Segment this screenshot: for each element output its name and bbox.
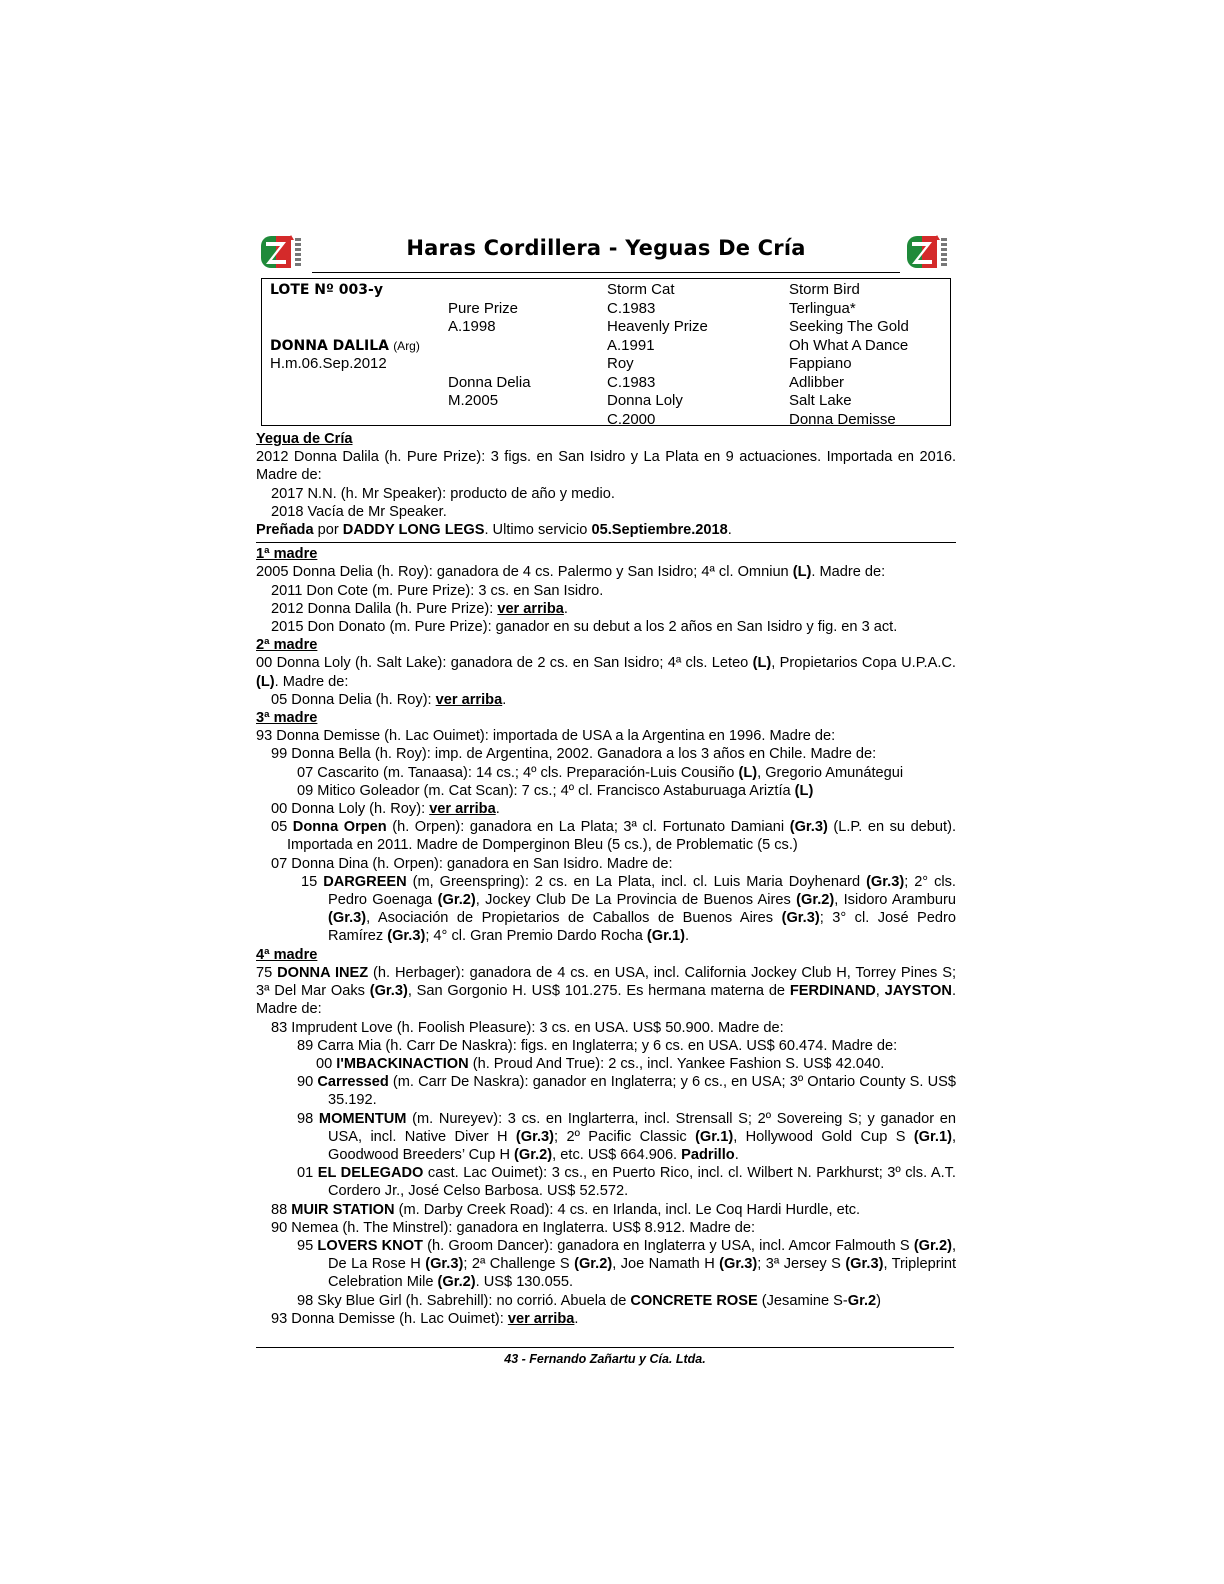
text-run: 98 bbox=[297, 1110, 319, 1127]
text-run: CONCRETE ROSE bbox=[630, 1292, 758, 1309]
ver-arriba-link[interactable]: ver arriba bbox=[507, 1310, 575, 1327]
text-run: ; 4° cl. Gran Premio Dardo Rocha bbox=[425, 928, 647, 945]
paragraph bbox=[256, 563, 956, 581]
text-run: ; 2° cls. Pedro Goenaga bbox=[328, 873, 956, 909]
text-run: (L) bbox=[256, 673, 275, 690]
text-run: I'MBACKINACTION bbox=[336, 1055, 469, 1072]
text-run: , Isidoro Aramburu bbox=[834, 892, 956, 909]
text-run: LOVERS KNOT bbox=[317, 1237, 423, 1254]
sire-info: A.1998 bbox=[448, 318, 496, 335]
offspring-line bbox=[256, 1110, 956, 1165]
text-run: . bbox=[685, 928, 690, 945]
great-grandparent-cell: Adlibber bbox=[789, 373, 845, 391]
text-run: , etc. US$ 664.906. bbox=[552, 1146, 682, 1163]
text-run: JAYSTON bbox=[884, 983, 952, 1000]
text-run: 90 bbox=[297, 1074, 318, 1091]
text-run: (m. Nureyev): 3 cs. en Inglarterra, incl. Strensall S; 2º Sovereing S; y ganador en USA, incl. Native Diver H bbox=[328, 1110, 956, 1145]
dam-info: M.2005 bbox=[448, 392, 499, 409]
text-run: FERDINAND bbox=[789, 983, 876, 1000]
text-run: ; 2º Pacific Classic bbox=[554, 1128, 696, 1145]
grandparent-cell: Donna Loly bbox=[607, 392, 683, 409]
text-run: 15 bbox=[301, 873, 324, 890]
parents-column bbox=[448, 281, 531, 411]
grandparent-cell: C.1983 bbox=[607, 373, 656, 391]
lot-number: LOTE Nº 003-y bbox=[270, 282, 383, 298]
grandparents-column bbox=[607, 281, 708, 429]
great-grandparent-cell: Salt Lake bbox=[789, 392, 852, 409]
text-run: , Propietarios Copa U.P.A.C. bbox=[771, 655, 956, 672]
text-run: ; 3ª Jersey S bbox=[757, 1256, 846, 1273]
text-run: (Gr.3) bbox=[719, 1256, 758, 1273]
offspring-line bbox=[256, 782, 956, 800]
text-run: (Gr.3) bbox=[781, 910, 820, 927]
great-grandparent-cell: Terlingua* bbox=[789, 299, 856, 317]
text-run: 00 bbox=[316, 1055, 337, 1072]
text-run: 98 Sky Blue Girl (h. Sabrehill): no corrió. Abuela de bbox=[297, 1292, 631, 1309]
text-run: Carressed bbox=[317, 1074, 389, 1091]
text-run: (Gr.2) bbox=[514, 1146, 553, 1163]
grandparent-cell: Heavenly Prize bbox=[607, 318, 708, 335]
text-run: , Jockey Club De La Provincia de Buenos Aires bbox=[475, 892, 797, 909]
offspring-line: 07 Donna Dina (h. Orpen): ganadora en San Isidro. Madre de: bbox=[271, 855, 673, 872]
text-run: (Gr.1) bbox=[913, 1128, 952, 1145]
text-run: (Gr.3) bbox=[425, 1256, 464, 1273]
text-run: (L) bbox=[752, 655, 772, 672]
text-run: (Gr.2) bbox=[437, 1274, 476, 1291]
text-run: 09 Mitico Goleador (m. Cat Scan): 7 cs.; 4º cl. Francisco Astaburuaga Ariztía bbox=[297, 782, 795, 799]
paragraph: 2012 Donna Dalila (h. Pure Prize): 3 figs. en San Isidro y La Plata en 9 actuaciones. Importada en 2016. Madre de: bbox=[256, 449, 956, 484]
text-run: . bbox=[574, 1310, 579, 1327]
offspring-line: 2015 Don Donato (m. Pure Prize): ganador en su debut a los 2 años en San Isidro y fig. en 3 act. bbox=[271, 619, 898, 636]
text-run: 2012 Donna Dalila (h. Pure Prize): bbox=[271, 600, 498, 617]
text-run: . bbox=[495, 801, 500, 818]
text-run: . Madre de: bbox=[811, 564, 886, 581]
offspring-line: 2017 N.N. (h. Mr Speaker): producto de año y medio. bbox=[271, 485, 615, 502]
offspring-line bbox=[256, 1310, 956, 1328]
offspring-line bbox=[256, 873, 956, 946]
horse-column bbox=[270, 281, 420, 374]
text-run: cast. Lac Ouimet): 3 cs., en Puerto Rico, incl. cl. Wilbert N. Parkhurst; 3º cls. A.T. Cordero Jr., José Celso Barbosa. US$ 52.572. bbox=[328, 1165, 956, 1200]
text-run: (Gr.2) bbox=[574, 1256, 613, 1273]
text-run: 93 Donna Demisse (h. Lac Ouimet): bbox=[271, 1310, 508, 1327]
text-run: (h. Groom Dancer): ganadora en Inglaterra y USA, incl. Amcor Falmouth S bbox=[422, 1237, 914, 1254]
text-run: , bbox=[875, 983, 885, 1000]
document-page bbox=[256, 230, 956, 1328]
text-run: DARGREEN bbox=[323, 873, 407, 890]
text-run: (m. Darby Creek Road): 4 cs. en Irlanda, incl. Le Coq Hardi Hurdle, etc. bbox=[394, 1201, 861, 1218]
page-footer: 43 - Fernando Zañartu y Cía. Ltda. bbox=[504, 1352, 706, 1366]
text-run: , Tripleprint Celebration Mile bbox=[328, 1256, 956, 1291]
page-title: Haras Cordillera - Yeguas De Cría bbox=[406, 236, 806, 260]
text-run: . Madre de: bbox=[274, 673, 349, 690]
text-run: Donna Orpen bbox=[292, 819, 387, 836]
text-run: DADDY LONG LEGS bbox=[342, 522, 485, 539]
text-run: , De La Rose H bbox=[328, 1237, 956, 1273]
text-run: (L) bbox=[792, 564, 812, 581]
text-run: (L.P. en su debut). Importada en 2011. Madre de Domperginon Bleu (5 cs.), de Problematic (5 cs.) bbox=[287, 819, 956, 854]
text-run: ; 3° cl. José Pedro Ramírez bbox=[328, 910, 956, 945]
text-run: . bbox=[727, 522, 732, 539]
text-run: 00 Donna Loly (h. Salt Lake): ganadora de 2 cs. en San Isidro; 4ª cls. Leteo bbox=[256, 655, 753, 672]
text-run: 05.Septiembre.2018 bbox=[591, 522, 728, 539]
offspring-line bbox=[256, 1201, 956, 1219]
grandparent-cell: A.1991 bbox=[607, 336, 655, 354]
zanartu-logo bbox=[258, 230, 304, 276]
text-run: (L) bbox=[794, 782, 814, 799]
text-run: por bbox=[313, 522, 343, 539]
text-run: (h. Proud And True): 2 cs., incl. Yankee Fashion S. US$ 42.040. bbox=[468, 1055, 885, 1072]
text-run: (Gr.3) bbox=[789, 819, 828, 836]
text-run: MOMENTUM bbox=[318, 1110, 407, 1127]
pedigree-box bbox=[261, 278, 951, 426]
grandparent-cell: C.1983 bbox=[607, 299, 656, 317]
paragraph bbox=[256, 654, 956, 690]
grandparent-cell: Roy bbox=[607, 355, 634, 372]
text-run: . Ultimo servicio bbox=[484, 522, 592, 539]
text-run: (h. Herbager): ganadora de 4 cs. en USA, incl. California Jockey Club H, Torrey Pines S; 3ª Del Mar Oaks bbox=[256, 964, 957, 1000]
section-heading: 2ª madre bbox=[256, 637, 318, 654]
text-run: (Gr.2) bbox=[913, 1237, 952, 1254]
text-run: (Jesamine S- bbox=[757, 1292, 848, 1309]
text-run: Padrillo bbox=[681, 1146, 735, 1163]
text-run: EL DELEGADO bbox=[317, 1165, 424, 1182]
grandparent-cell: C.2000 bbox=[607, 410, 656, 428]
footer-divider bbox=[256, 1347, 954, 1348]
ver-arriba-link[interactable]: ver arriba bbox=[497, 600, 564, 617]
text-run: (m, Greenspring): 2 cs. en La Plata, incl. cl. Luis Maria Doyhenard bbox=[406, 873, 867, 890]
section-heading: 4ª madre bbox=[256, 946, 318, 963]
great-grandparents-column bbox=[789, 281, 909, 429]
text-run: . bbox=[734, 1146, 739, 1163]
offspring-line bbox=[256, 691, 956, 709]
offspring-line bbox=[256, 818, 956, 854]
great-grandparent-cell: Fappiano bbox=[789, 355, 852, 372]
offspring-line bbox=[256, 600, 956, 618]
horse-name: DONNA DALILA bbox=[270, 337, 390, 354]
offspring-line: 99 Donna Bella (h. Roy): imp. de Argentina, 2002. Ganadora a los 3 años en Chile. Madre de: bbox=[271, 746, 877, 763]
offspring-line bbox=[256, 1164, 956, 1200]
grandparent-cell: Storm Cat bbox=[607, 281, 675, 298]
offspring-line bbox=[256, 1292, 956, 1310]
great-grandparent-cell: Storm Bird bbox=[789, 281, 860, 298]
text-run: . bbox=[502, 691, 507, 708]
offspring-line: 83 Imprudent Love (h. Foolish Pleasure): 3 cs. en USA. US$ 50.900. Madre de: bbox=[271, 1019, 784, 1036]
offspring-line: 90 Nemea (h. The Minstrel): ganadora en Inglaterra. US$ 8.912. Madre de: bbox=[271, 1219, 756, 1236]
text-run: 07 Cascarito (m. Tanaasa): 14 cs.; 4º cls. Preparación-Luis Cousiño bbox=[297, 764, 739, 781]
text-run: (Gr.1) bbox=[695, 1128, 734, 1145]
text-run: ) bbox=[876, 1292, 882, 1309]
pregnancy-line bbox=[256, 521, 956, 539]
offspring-line: 2018 Vacía de Mr Speaker. bbox=[271, 503, 447, 520]
text-run: 95 bbox=[297, 1237, 318, 1254]
text-run: , San Gorgonio H. US$ 101.275. Es hermana materna de bbox=[407, 983, 790, 1000]
text-run: 2005 Donna Delia (h. Roy): ganadora de 4 cs. Palermo y San Isidro; 4ª cl. Omniun bbox=[256, 564, 793, 581]
text-run: , Gregorio Amunátegui bbox=[757, 764, 904, 781]
offspring-line bbox=[256, 800, 956, 818]
text-run: (Gr.3) bbox=[369, 983, 408, 1000]
offspring-line bbox=[256, 1055, 956, 1073]
text-run: (Gr.3) bbox=[866, 873, 905, 890]
text-run: 05 bbox=[271, 819, 293, 836]
offspring-line: 89 Carra Mia (h. Carr De Naskra): figs. en Inglaterra; y 6 cs. en USA. US$ 60.474. Madre de: bbox=[297, 1037, 898, 1054]
sire-name: Pure Prize bbox=[448, 299, 519, 317]
page-header bbox=[256, 230, 956, 278]
offspring-line bbox=[256, 1237, 956, 1292]
section-heading: 1ª madre bbox=[256, 546, 318, 563]
text-run: , Joe Namath H bbox=[612, 1256, 720, 1273]
text-run: , Goodwood Breeders’ Cup H bbox=[328, 1128, 956, 1163]
text-run: 01 bbox=[297, 1165, 318, 1182]
text-run: (Gr.3) bbox=[515, 1128, 555, 1145]
text-run: , Hollywood Gold Cup S bbox=[733, 1128, 914, 1145]
text-run: Gr.2 bbox=[847, 1292, 877, 1309]
text-run: DONNA INEZ bbox=[277, 964, 369, 981]
great-grandparent-cell: Donna Demisse bbox=[789, 410, 896, 428]
text-run: (h. Orpen): ganadora en La Plata; 3ª cl. Fortunato Damiani bbox=[386, 819, 790, 836]
offspring-line bbox=[256, 1073, 956, 1109]
text-run: 75 bbox=[256, 964, 278, 981]
text-run: (Gr.3) bbox=[845, 1256, 884, 1273]
text-run: 88 bbox=[271, 1201, 292, 1218]
text-run: (Gr.3) bbox=[387, 928, 426, 945]
section-heading: Yegua de Cría bbox=[256, 431, 353, 447]
dam-name: Donna Delia bbox=[448, 373, 531, 391]
paragraph: 93 Donna Demisse (h. Lac Ouimet): importada de USA a la Argentina en 1996. Madre de: bbox=[256, 728, 836, 745]
text-run: (Gr.2) bbox=[437, 892, 476, 909]
text-run: (Gr.1) bbox=[646, 928, 686, 945]
text-run: . US$ 130.055. bbox=[475, 1274, 574, 1291]
text-run: ; 2ª Challenge S bbox=[463, 1256, 575, 1273]
horse-country: (Arg) bbox=[393, 338, 420, 353]
section-heading: 3ª madre bbox=[256, 710, 318, 727]
horse-info: H.m.06.Sep.2012 bbox=[270, 355, 387, 372]
zanartu-logo bbox=[904, 230, 950, 276]
text-run: , Asociación de Propietarios de Caballos de Buenos Aires bbox=[366, 910, 782, 927]
great-grandparent-cell: Oh What A Dance bbox=[789, 336, 909, 354]
text-run: . bbox=[563, 600, 568, 617]
text-run: 00 Donna Loly (h. Roy): bbox=[271, 801, 430, 818]
great-grandparent-cell: Seeking The Gold bbox=[789, 318, 909, 335]
document-body bbox=[256, 430, 956, 1328]
offspring-line: 2011 Don Cote (m. Pure Prize): 3 cs. en San Isidro. bbox=[271, 582, 604, 599]
text-run: (m. Carr De Naskra): ganador en Inglaterra; y 6 cs., en USA; 3º Ontario County S. US$ 35.192. bbox=[328, 1074, 956, 1109]
text-run: (Gr.2) bbox=[796, 892, 835, 909]
offspring-line bbox=[256, 764, 956, 782]
text-run: MUIR STATION bbox=[291, 1201, 395, 1218]
ver-arriba-link[interactable]: ver arriba bbox=[429, 801, 496, 818]
text-run: (L) bbox=[738, 764, 758, 781]
text-run: 05 Donna Delia (h. Roy): bbox=[271, 691, 436, 708]
text-run: . Madre de: bbox=[256, 983, 956, 1018]
section-divider bbox=[256, 542, 956, 543]
text-run: (Gr.3) bbox=[328, 910, 367, 927]
paragraph bbox=[256, 964, 956, 1019]
text-run: Preñada bbox=[256, 522, 314, 539]
ver-arriba-link[interactable]: ver arriba bbox=[435, 691, 503, 708]
title-underline bbox=[312, 272, 900, 273]
